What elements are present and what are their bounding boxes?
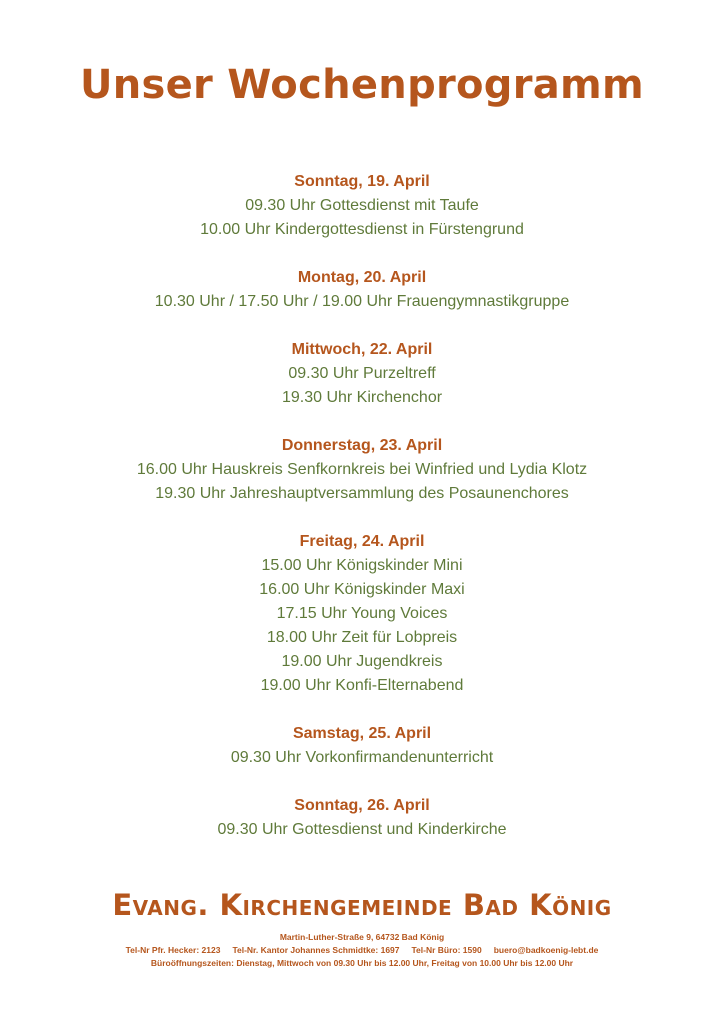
event-item: 10.30 Uhr / 17.50 Uhr / 19.00 Uhr Frauengymnastikgruppe xyxy=(154,293,570,310)
day-block xyxy=(0,434,724,506)
event-item: 09.30 Uhr Vorkonfirmandenunterricht xyxy=(230,749,494,766)
footer-office-hours: Büroöffnungszeiten: Dienstag, Mittwoch von 09.30 Uhr bis 12.00 Uhr, Freitag von 10.00 Uhr bis 12.00 Uhr xyxy=(150,958,574,968)
event-item: 09.30 Uhr Gottesdienst mit Taufe xyxy=(245,197,479,214)
day-heading: Sonntag, 26. April xyxy=(294,797,430,814)
event-item: 09.30 Uhr Gottesdienst und Kinderkirche xyxy=(217,821,507,838)
day-block xyxy=(0,338,724,410)
event-item: 15.00 Uhr Königskinder Mini xyxy=(261,557,463,574)
footer-address: Martin-Luther-Straße 9, 64732 Bad König xyxy=(279,932,445,942)
day-heading: Freitag, 24. April xyxy=(299,533,425,550)
email-link[interactable]: buero@badkoenig-lebt.de xyxy=(493,945,599,955)
organization-name: Evang. Kirchengemeinde Bad König xyxy=(112,888,612,922)
day-block xyxy=(0,170,724,242)
day-block xyxy=(0,266,724,314)
event-item: 10.00 Uhr Kindergottesdienst in Fürstengrund xyxy=(200,221,524,238)
event-item: 18.00 Uhr Zeit für Lobpreis xyxy=(266,629,458,646)
event-item: 19.00 Uhr Jugendkreis xyxy=(281,653,443,670)
day-heading: Donnerstag, 23. April xyxy=(281,437,443,454)
weekly-schedule xyxy=(0,170,724,866)
phone-office: Tel-Nr Büro: 1590 xyxy=(411,945,482,955)
page-title: Unser Wochenprogramm xyxy=(79,62,645,108)
day-heading: Samstag, 25. April xyxy=(292,725,432,742)
day-heading: Sonntag, 19. April xyxy=(294,173,430,190)
event-item: 19.30 Uhr Kirchenchor xyxy=(281,389,443,406)
day-block xyxy=(0,530,724,698)
day-heading: Montag, 20. April xyxy=(297,269,427,286)
footer-contacts xyxy=(0,945,724,955)
event-item: 19.00 Uhr Konfi-Elternabend xyxy=(260,677,464,694)
event-item: 09.30 Uhr Purzeltreff xyxy=(288,365,436,382)
day-block xyxy=(0,722,724,770)
day-heading: Mittwoch, 22. April xyxy=(291,341,433,358)
event-item: 16.00 Uhr Hauskreis Senfkornkreis bei Winfried und Lydia Klotz xyxy=(136,461,588,478)
event-item: 17.15 Uhr Young Voices xyxy=(276,605,448,622)
phone-pastor: Tel-Nr Pfr. Hecker: 2123 xyxy=(125,945,221,955)
day-block xyxy=(0,794,724,842)
phone-cantor: Tel-Nr. Kantor Johannes Schmidtke: 1697 xyxy=(232,945,400,955)
event-item: 19.30 Uhr Jahreshauptversammlung des Posaunenchores xyxy=(155,485,569,502)
event-item: 16.00 Uhr Königskinder Maxi xyxy=(259,581,465,598)
